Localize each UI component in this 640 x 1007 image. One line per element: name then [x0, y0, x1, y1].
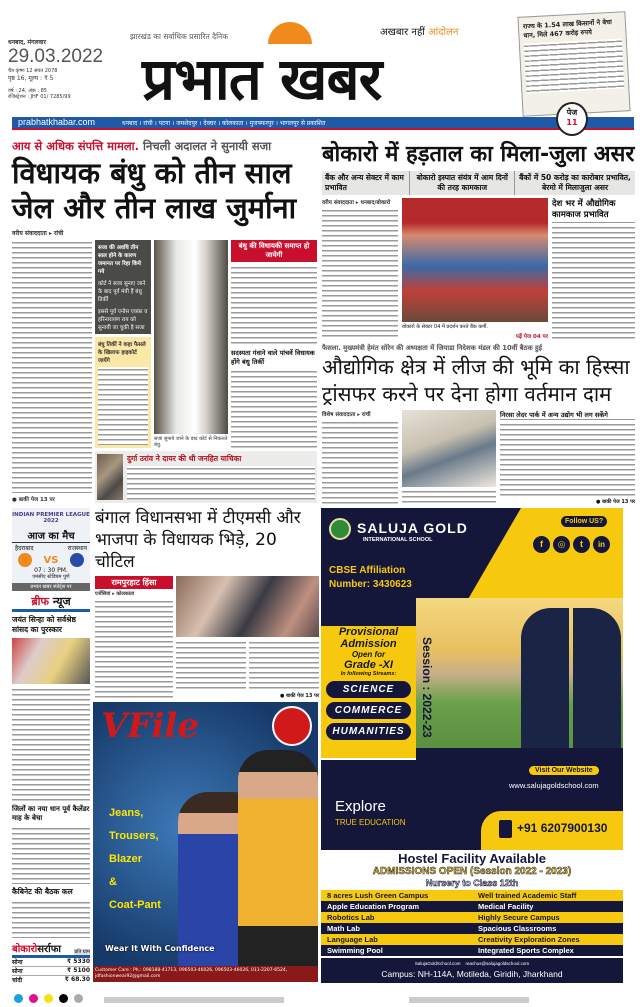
feature: Language Lab	[321, 934, 472, 945]
durga-photo	[97, 454, 123, 500]
editions: धनबाद । रांची । पटना । जमशेदपुर । देवघर । कोलकाता । मुजफ्फरपुर । भागलपुर से प्रकाशित	[122, 120, 326, 127]
tagline-b: आंदोलन	[428, 27, 459, 38]
school-name: SALUJA GOLD	[357, 520, 468, 536]
bokaro-photo-caption: बोकारो के सेक्टर 04 में प्रदर्शन करते बैंक कर्मी.	[402, 324, 489, 330]
hyderabad-logo-icon	[18, 553, 32, 567]
sarafa-unit: प्रति ग्राम	[74, 949, 90, 955]
red-box-body	[231, 265, 317, 345]
bokaro-headline[interactable]: बोकारो में हड़ताल का मिला-जुला असर	[322, 142, 635, 167]
tagline-a: अखबार नहीं	[380, 27, 425, 38]
brief-title-b: न्यूज	[52, 595, 71, 608]
lead-body	[12, 240, 92, 493]
ipl-vs: VS	[43, 554, 59, 566]
feature: Highly Secure Campus	[472, 912, 623, 923]
sarafa-row	[12, 967, 90, 976]
jiada-photo[interactable]	[402, 410, 496, 487]
sarafa-label: सोना	[12, 968, 23, 975]
follow-us: Follow US?	[561, 516, 607, 527]
campus-address: Campus: NH-114A, Motileda, Giridih, Jharkhand	[381, 969, 563, 979]
feature: Math Lab	[321, 923, 472, 934]
lead-red-box: बंधु की विधायकी समाप्त हो जायेगी	[231, 240, 317, 262]
vfile-product: Trousers,	[109, 830, 159, 842]
features-table	[321, 890, 623, 956]
bengal-story	[95, 507, 319, 699]
city-day: धनबाद, मंगलवार	[8, 39, 46, 46]
bokaro-jump[interactable]: पढ़ें पेज 04 पर	[515, 334, 548, 340]
true-education: TRUE EDUCATION	[335, 818, 406, 827]
linkedin-icon[interactable]: in	[593, 536, 610, 553]
bokaro-subhead: बैंकों में 50 करोड़ का कारोबार प्रभावित, बेरमो में मिलाजुला असर	[519, 173, 631, 192]
jiada-jump[interactable]: ● बाकी पेज 13 पर	[595, 499, 635, 505]
lead-sidebar	[95, 240, 151, 334]
sarafa-box	[12, 941, 90, 984]
session: Session : 2022-23	[420, 637, 434, 738]
classes: Nursery to Class 12th	[425, 878, 519, 888]
sarafa-label: सोना	[12, 959, 23, 966]
bokaro-subhead: बोकारो इस्पात संयंत्र में आम दिनों की तरह कामकाज	[410, 171, 515, 195]
feature: Creativity Exploration Zones	[472, 934, 623, 945]
edition-bar	[12, 117, 634, 130]
feature: Spacious Classrooms	[472, 923, 623, 934]
bengal-headline[interactable]: बंगाल विधानसभा में टीएमसी और भाजपा के विधायक भिड़े, 20 चोटिल	[95, 508, 301, 572]
sarafa-label: चांदी	[12, 977, 23, 984]
vfile-contact: Customer Care : Ph.: 098188-41713, 096503-46026, 096503-46026, 011-2207-6524, jdfashionwear92@gmail.com	[93, 966, 318, 982]
stream-humanities: HUMANITIES	[326, 723, 411, 740]
ipl-time: 07 : 30 PM.	[34, 567, 68, 574]
sarafa-row	[12, 958, 90, 967]
vfile-product: Blazer	[109, 853, 143, 865]
promo-headline: राज्य के 1.54 लाख किसानों ने बेचा धान, मिले 467 करोड़ रुपये	[522, 17, 613, 40]
brief-body	[12, 900, 90, 938]
jiada-kicker: फैसला. मुख्यमंत्री हेमंत सोरेन की अध्यक्षता में जियाडा निदेशक मंडल की 10वीं बैठक हुई	[322, 344, 542, 352]
ipl-team2: राजस्थान	[67, 545, 87, 552]
brief-title-a: ब्रीफ	[31, 595, 49, 608]
ipl-team1: हैदराबाद	[15, 545, 34, 552]
bengal-body	[95, 599, 173, 699]
issue-date: 29.03.2022	[8, 46, 104, 67]
twitter-icon[interactable]: t	[573, 536, 590, 553]
admission: Admission	[340, 638, 397, 650]
phone-icon	[499, 820, 512, 838]
lead-kicker-gray: निचली अदालत ने सुनायी सजा	[143, 139, 272, 153]
sidebar-point: कोर्ट ने सजा सुनाए जाने के बाद पूर्व मंत्री हैं बंधु तिर्की	[98, 281, 146, 303]
ipl-footer[interactable]: प्रभात खबर स्पोर्ट्स पर	[12, 583, 90, 591]
bokaro-photo[interactable]	[402, 198, 548, 322]
jiada-side-body	[500, 422, 635, 497]
jiada-headline[interactable]: औद्योगिक क्षेत्र में लीज की भूमि का हिस्सा ट्रांसफर करने पर देना होगा वर्तमान दाम	[322, 355, 630, 406]
brief-item-headline[interactable]: जयंत सिन्हा को सर्वश्रेष्ठ सांसद का पुरस्कार	[12, 615, 76, 634]
promo-badge-label: पेज	[566, 108, 578, 117]
rajasthan-logo-icon	[70, 553, 84, 567]
feature: Integrated Sports Complex	[472, 945, 623, 956]
ipl-league: INDIAN PREMIER LEAGUE 2022	[12, 512, 90, 524]
lead-photo-caption: सजा सुनाये जाने के बाद कोर्ट से निकलते बंधु.	[154, 436, 228, 448]
lead-yellow-box	[95, 337, 151, 448]
slogan: झारखंड का सर्वाधिक प्रसारित दैनिक	[130, 32, 228, 41]
vfile-seal	[272, 706, 312, 746]
lead-subhead: सदस्यता गंवाने वाले पांचवें विधायक होंगे बंधु तिर्की	[231, 348, 315, 366]
admissions-open: ADMISSIONS OPEN (Session 2022 - 2023)	[372, 866, 572, 877]
hindi-date: चैत्र कृष्ण 12 संवत 2078	[8, 68, 58, 74]
bengal-byline: एजेंसियां ▸ कोलकाता	[95, 591, 135, 597]
bengal-photo[interactable]	[176, 576, 319, 637]
masthead-info	[8, 38, 116, 100]
school-web2[interactable]: SalujaGoldSchool.com	[414, 961, 461, 966]
lead-jump[interactable]: ● बाकी पेज 13 पर	[12, 497, 55, 503]
promo-thumbnail[interactable]	[517, 11, 630, 117]
visit-website: Visit Our Website	[529, 766, 599, 775]
school-sub: INTERNATIONAL SCHOOL	[363, 537, 433, 543]
hostel: Hostel Facility Available	[398, 851, 546, 866]
promo-text	[524, 38, 624, 93]
sarafa-value: ₹ 5100	[67, 967, 90, 974]
vfile-slogan: Wear It With Confidence	[105, 944, 215, 953]
model-man	[238, 750, 318, 970]
jiada-byline: विशेष संवाददाता ▸ रांची	[322, 412, 371, 418]
ipl-venue: एमसीए स्टेडियम पुणे	[32, 574, 70, 580]
vfile-product: Coat-Pant	[109, 899, 161, 911]
streams-label: In following Streams:	[340, 671, 397, 677]
saluja-ad[interactable]	[321, 508, 623, 986]
sidebar-point: इससे पूर्व एनोस एक्का व हरिनारायण राय को सुनायी जा चुकी है सजा	[98, 309, 148, 331]
vfile-logo: VFile	[101, 706, 199, 746]
ipl-title: आज का मैच	[12, 528, 90, 543]
bengal-body-2	[176, 640, 246, 690]
feature: Apple Education Program	[321, 901, 472, 912]
lead-kicker	[12, 139, 317, 153]
bokaro-subheads	[322, 171, 635, 195]
feature: 8 acres Lush Green Campus	[321, 890, 472, 901]
students-photo	[521, 608, 621, 748]
color-registration-marks	[14, 988, 634, 998]
brief-photo	[12, 638, 90, 684]
volume: वर्ष : 24, अंक : 85	[8, 88, 47, 94]
jiada-body	[322, 420, 398, 505]
brief-item-headline[interactable]: कैबिनेट की बैठक कल	[12, 886, 73, 896]
provisional: Provisional	[338, 626, 399, 638]
bokaro-side-body	[552, 225, 635, 340]
jiada-story	[322, 343, 635, 505]
lead-photo[interactable]	[154, 240, 228, 434]
grade: Grade -XI	[344, 659, 393, 671]
sidebar-title: सजा की अवधि तीन साल होने के कारण जमानत पर रिहा किये गये	[98, 245, 141, 275]
school-crest-icon	[329, 518, 351, 540]
website-link[interactable]: prabhatkhabar.com	[18, 117, 96, 127]
feature: Robotics Lab	[321, 912, 472, 923]
bokaro-side-head: देश भर में औद्योगिक कामकाज प्रभावित	[552, 198, 635, 223]
logo[interactable]: प्रभात खबर	[142, 45, 382, 113]
instagram-icon[interactable]: ◎	[553, 536, 570, 553]
sarafa-title-b: सर्राफा	[37, 944, 61, 955]
bokaro-story	[322, 142, 635, 340]
yellow-title: बंधु तिर्की ने कहा फैसले के खिलाफ हाइकोर्ट जायेंगे	[98, 342, 146, 364]
durga-box	[95, 451, 317, 503]
stream-commerce: COMMERCE	[326, 702, 411, 719]
school-website[interactable]: www.salujagoldschool.com	[509, 781, 599, 790]
promo-badge-page: 11	[566, 118, 578, 127]
feature: Well trained Academic Staff	[472, 890, 623, 901]
yellow-body	[98, 367, 148, 445]
bokaro-byline: वरीय संवाददाता ▸ धनबाद/बोकारो	[322, 200, 391, 206]
open-for: Open for	[351, 650, 386, 659]
facebook-icon[interactable]: f	[533, 536, 550, 553]
subhead-body	[231, 369, 317, 449]
brief-item-headline[interactable]: जिलों का नया धान पूर्व कैलेंडर माह के बेचा	[12, 805, 90, 823]
phone-number[interactable]: +91 6207900130	[517, 821, 608, 835]
school-email[interactable]: reachus@salujagoldschool.com	[465, 961, 530, 966]
ipl-box	[12, 508, 90, 591]
brief-body	[12, 687, 90, 802]
bokaro-subhead: बैंक और अन्य सेक्टर में काम प्रभावित	[322, 171, 410, 195]
feature: Medical Facility	[472, 901, 623, 912]
lead-byline: वरीय संवाददाता ▸ रांची	[12, 230, 64, 237]
explore: Explore	[335, 798, 386, 815]
left-column	[12, 508, 90, 984]
bokaro-body	[322, 208, 398, 340]
registration: रजिस्ट्रेशन : JHF 01/ 7285/99	[8, 94, 71, 100]
sarafa-row	[12, 976, 90, 984]
sarafa-title-a: बोकारो	[12, 944, 38, 955]
feature: Swimming Pool	[321, 945, 472, 956]
cbse-number: Number: 3430623	[329, 579, 412, 590]
stream-science: SCIENCE	[326, 681, 411, 698]
vfile-product: Jeans,	[109, 807, 144, 819]
durga-headline: दुर्गा उरांव ने दायर की थी जनहित याचिका	[127, 454, 242, 463]
jiada-subhead: निरसा लेदर पार्क में अन्य उद्योग भी लग सकेंगे	[500, 410, 635, 420]
bengal-body-3	[249, 640, 319, 690]
lead-story	[12, 139, 317, 503]
lead-kicker-red: आय से अधिक संपत्ति मामला.	[12, 139, 139, 153]
promo-badge[interactable]	[556, 102, 588, 136]
vfile-product: &	[109, 876, 117, 888]
durga-body	[127, 466, 315, 500]
vfile-ad[interactable]	[93, 702, 318, 982]
bengal-tag: रामपुरहाट हिंसा	[95, 576, 173, 589]
tagline	[380, 26, 458, 39]
brief-title	[12, 594, 90, 612]
sarafa-value: ₹ 68.30	[64, 976, 90, 983]
sarafa-value: ₹ 5330	[67, 958, 90, 965]
saluja-footer	[321, 958, 623, 983]
sun-logo-icon	[268, 22, 312, 44]
lead-headline[interactable]: विधायक बंधु को तीन साल जेल और तीन लाख जुर्माना	[12, 156, 297, 225]
jiada-body-2	[402, 489, 496, 505]
bengal-jump[interactable]: ● बाकी पेज 13 पर	[279, 693, 319, 699]
brief-body	[12, 826, 90, 884]
pages-price: पृष्ठ 16, मूल्य : ₹ 5	[8, 75, 54, 82]
cbse-affiliation: CBSE Affiliation	[329, 565, 406, 576]
